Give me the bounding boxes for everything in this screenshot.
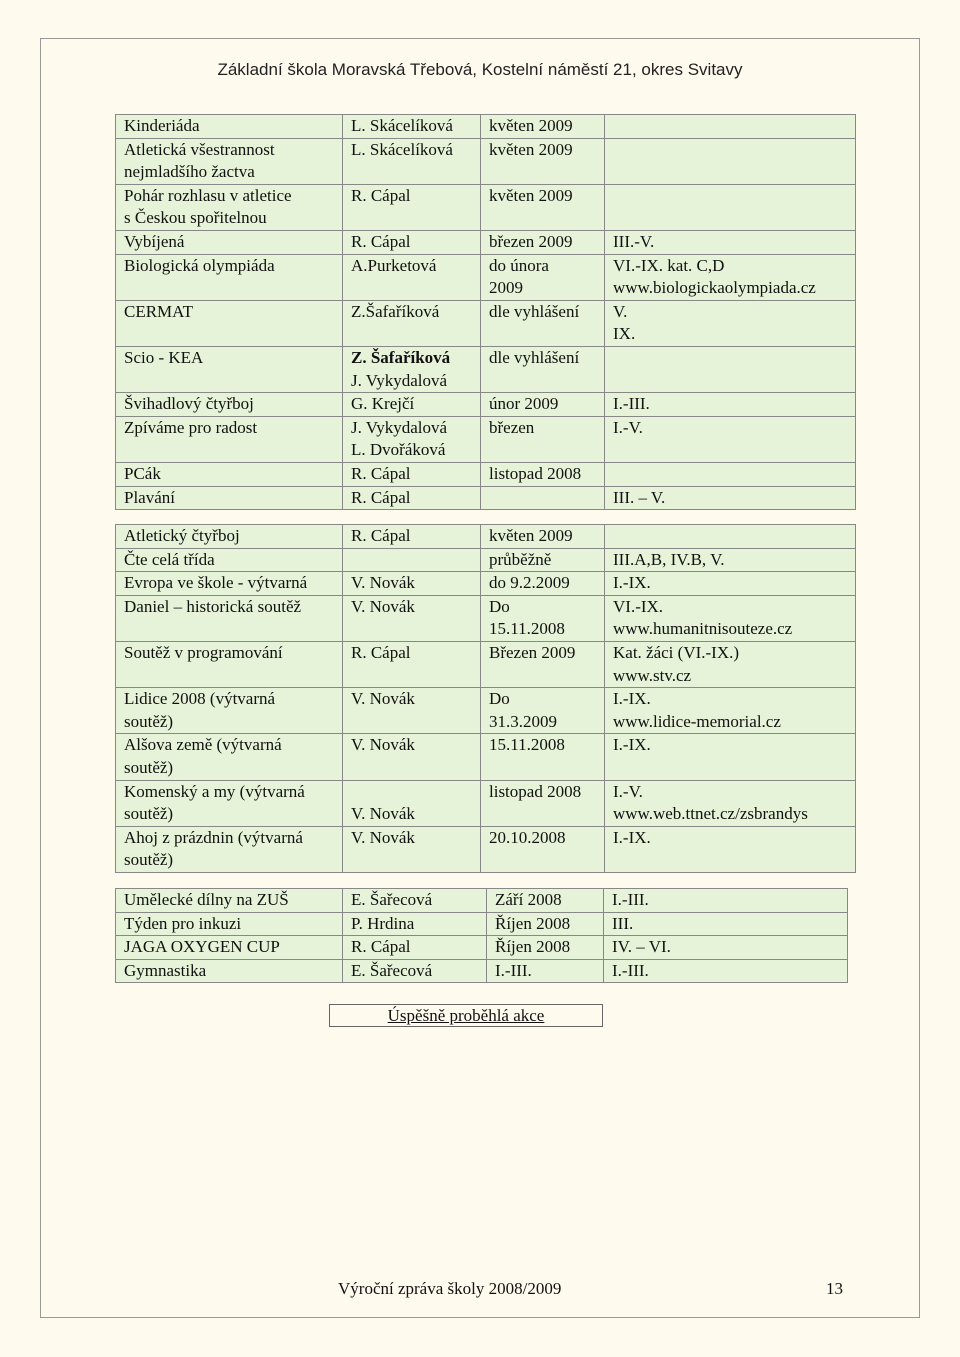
table-cell (343, 548, 481, 572)
table-cell: Čte celá třída (116, 548, 343, 572)
table-cell: A.Purketová (343, 254, 481, 300)
table-cell: Umělecké dílny na ZUŠ (116, 889, 343, 913)
table-cell: březen (481, 416, 605, 462)
table-cell: I.-IX. www.lidice-memorial.cz (605, 688, 856, 734)
table-row (116, 300, 856, 346)
table-cell: V. Novák (343, 595, 481, 641)
table-cell: Kinderiáda (116, 115, 343, 139)
table-cell: I.-IX. (605, 826, 856, 872)
table-cell: I.-III. (604, 959, 848, 983)
page-number: 13 (826, 1279, 843, 1298)
table-cell: IV. – VI. (604, 936, 848, 960)
table-cell: R. Cápal (343, 230, 481, 254)
table-cell: květen 2009 (481, 525, 605, 549)
table-cell (605, 184, 856, 230)
table-cell: Atletická všestrannost nejmladšího žactva (116, 138, 343, 184)
table-cell (481, 486, 605, 510)
table-cell: E. Šařecová (343, 959, 487, 983)
activities-table-1 (115, 114, 856, 510)
table-cell: VI.-IX. kat. C,D www.biologickaolympiada.cz (605, 254, 856, 300)
table-cell (605, 462, 856, 486)
table-row (116, 780, 856, 826)
table-row (116, 254, 856, 300)
table-cell: III.A,B, IV.B, V. (605, 548, 856, 572)
table-cell: Do 15.11.2008 (481, 595, 605, 641)
table-row (116, 936, 848, 960)
table-cell: Září 2008 (487, 889, 604, 913)
table-cell: R. Cápal (343, 486, 481, 510)
table-cell: do 9.2.2009 (481, 572, 605, 596)
table-cell: V. Novák (343, 734, 481, 780)
table-cell: Komenský a my (výtvarná soutěž) (116, 780, 343, 826)
table-cell: Lidice 2008 (výtvarná soutěž) (116, 688, 343, 734)
table-cell: V. Novák (343, 688, 481, 734)
table-cell: R. Cápal (343, 641, 481, 687)
table-row (116, 959, 848, 983)
table-cell: E. Šařecová (343, 889, 487, 913)
table-row (116, 641, 856, 687)
table-cell: do února 2009 (481, 254, 605, 300)
table-cell: Daniel – historická soutěž (116, 595, 343, 641)
teacher-name: Z. Šafaříková (351, 347, 451, 367)
table-cell: PCák (116, 462, 343, 486)
table-row (116, 734, 856, 780)
table-cell: březen 2009 (481, 230, 605, 254)
table-cell: Týden pro inkuzi (116, 912, 343, 936)
table-cell (605, 115, 856, 139)
table-cell: I.-III. (487, 959, 604, 983)
table-row (116, 230, 856, 254)
page-footer: Výroční zpráva školy 2008/2009 (338, 1279, 562, 1298)
table-cell: Gymnastika (116, 959, 343, 983)
table-cell: Plavání (116, 486, 343, 510)
table-row (116, 826, 856, 872)
table-cell: 20.10.2008 (481, 826, 605, 872)
table-row (116, 138, 856, 184)
table-cell: květen 2009 (481, 115, 605, 139)
table-cell: dle vyhlášení (481, 346, 605, 392)
table-cell: Atletický čtyřboj (116, 525, 343, 549)
table-cell: únor 2009 (481, 393, 605, 417)
table-row (116, 572, 856, 596)
table-cell: Soutěž v programování (116, 641, 343, 687)
table-cell: P. Hrdina (343, 912, 487, 936)
table-cell: L. Skácelíková (343, 138, 481, 184)
table-cell: Alšova země (výtvarná soutěž) (116, 734, 343, 780)
table-cell: V. Novák (343, 572, 481, 596)
table-cell: Říjen 2008 (487, 912, 604, 936)
table-cell: I.-IX. (605, 572, 856, 596)
table-cell: III. (604, 912, 848, 936)
table-cell: III. – V. (605, 486, 856, 510)
table-cell: květen 2009 (481, 138, 605, 184)
table-cell: Zpíváme pro radost (116, 416, 343, 462)
table-cell: I.-V. www.web.ttnet.cz/zsbrandys (605, 780, 856, 826)
table-cell: III.-V. (605, 230, 856, 254)
legend-label: Úspěšně proběhlá akce (387, 1006, 545, 1025)
table-row (116, 416, 856, 462)
table-row (116, 912, 848, 936)
page-header: Základní škola Moravská Třebová, Kostelní náměstí 21, okres Svitavy (217, 60, 743, 79)
table-row (116, 889, 848, 913)
table-row (116, 393, 856, 417)
table-cell: Kat. žáci (VI.-IX.) www.stv.cz (605, 641, 856, 687)
table-cell: I.-V. (605, 416, 856, 462)
table-cell: Scio - KEA (116, 346, 343, 392)
table-cell: JAGA OXYGEN CUP (116, 936, 343, 960)
table-cell: R. Cápal (343, 462, 481, 486)
table-cell: Biologická olympiáda (116, 254, 343, 300)
table-cell: 15.11.2008 (481, 734, 605, 780)
table-cell: květen 2009 (481, 184, 605, 230)
table-row (116, 115, 856, 139)
table-cell: R. Cápal (343, 525, 481, 549)
table-cell: V. Novák (343, 826, 481, 872)
table-row (116, 462, 856, 486)
table-cell: Do 31.3.2009 (481, 688, 605, 734)
table-cell: I.-III. (605, 393, 856, 417)
table-cell: Vybíjená (116, 230, 343, 254)
table-cell: I.-IX. (605, 734, 856, 780)
table-cell: CERMAT (116, 300, 343, 346)
table-cell: listopad 2008 (481, 780, 605, 826)
table-cell: Z.Šafaříková (343, 300, 481, 346)
table-cell: Z. Šafaříková J. Vykydalová (343, 346, 481, 392)
table-row (116, 525, 856, 549)
table-row (116, 346, 856, 392)
table-cell: I.-III. (604, 889, 848, 913)
table-cell: Švihadlový čtyřboj (116, 393, 343, 417)
table-row (116, 688, 856, 734)
table-cell: Říjen 2008 (487, 936, 604, 960)
table-cell: Březen 2009 (481, 641, 605, 687)
table-cell: listopad 2008 (481, 462, 605, 486)
table-row (116, 548, 856, 572)
table-row (116, 486, 856, 510)
table-row (116, 595, 856, 641)
activities-table-3 (115, 888, 848, 983)
table-cell: V. Novák (343, 780, 481, 826)
table-cell: dle vyhlášení (481, 300, 605, 346)
table-cell (605, 525, 856, 549)
table-cell: G. Krejčí (343, 393, 481, 417)
table-cell: V. IX. (605, 300, 856, 346)
table-cell: VI.-IX. www.humanitnisouteze.cz (605, 595, 856, 641)
table-cell: L. Skácelíková (343, 115, 481, 139)
activities-table-2 (115, 524, 856, 873)
table-cell: průběžně (481, 548, 605, 572)
legend-box (329, 1004, 603, 1027)
table-cell: R. Cápal (343, 184, 481, 230)
table-row (116, 184, 856, 230)
table-cell (605, 138, 856, 184)
table-cell: Pohár rozhlasu v atletice s Českou spořitelnou (116, 184, 343, 230)
table-cell: R. Cápal (343, 936, 487, 960)
table-cell: Evropa ve škole - výtvarná (116, 572, 343, 596)
table-cell: Ahoj z prázdnin (výtvarná soutěž) (116, 826, 343, 872)
table-cell: J. Vykydalová L. Dvořáková (343, 416, 481, 462)
table-cell (605, 346, 856, 392)
